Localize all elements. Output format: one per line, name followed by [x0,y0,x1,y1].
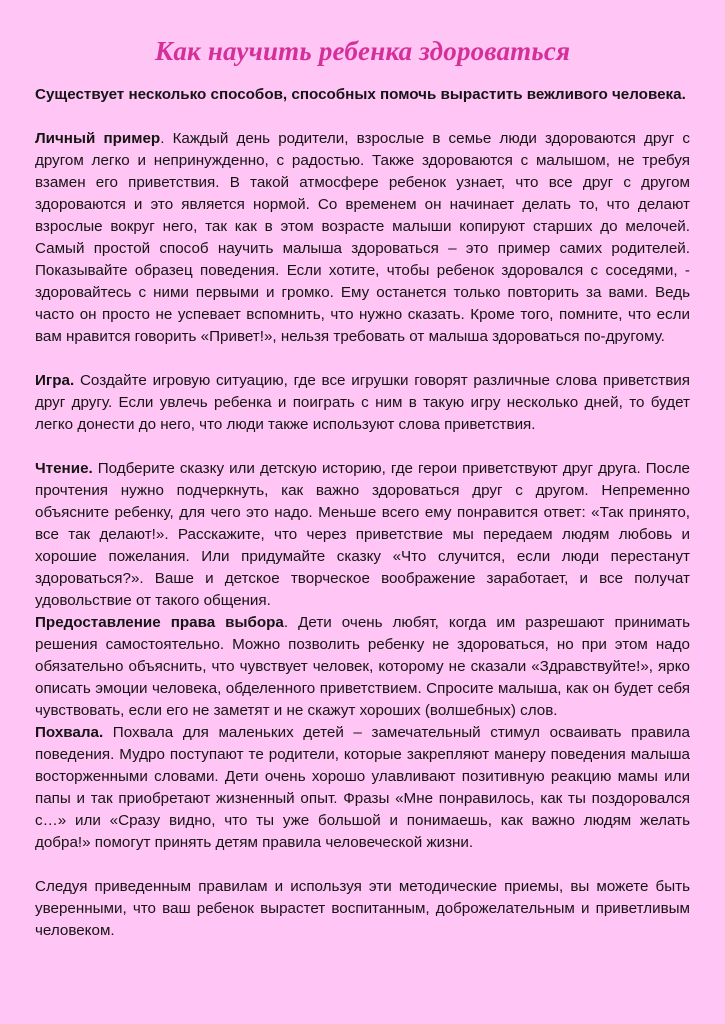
section-lead: Предоставление права выбора [35,614,284,631]
page-title: Как научить ребенка здороваться [154,36,571,66]
section-praise [35,722,690,854]
section-reading [35,458,690,612]
conclusion-text: Следуя приведенным правилам и используя эти методические приемы, вы можете быть уверенными, что ваш ребенок вырастет воспитанным, доброжелательным и приветливым человеком. [35,878,690,939]
intro-text: Существует несколько способов, способных помочь вырастить вежливого человека. [35,86,686,103]
section-text: Подберите сказку или детскую историю, где герои приветствуют друг друга. После прочтения нужно подчеркнуть, как важно здороваться друг с другом. Непременно объясните ребенку, для чего это надо. Меньше всего ему понравится ответ: «Так принято, все так делают!». Расскажите, что через приветствие мы передаем людям любовь и хорошие пожелания. Или придумайте сказку «Что случится, если люди перестанут здороваться?». Ваше и детское творческое воображение заработает, и все получат удовольствие от такого общения. [35,460,690,609]
section-text: Похвала для маленьких детей – замечательный стимул осваивать правила поведения. Мудро поступают те родители, которые закрепляют манеру поведения малыша восторженными словами. Дети очень хорошо улавливают позитивную реакцию мамы или папы и так приобретают жизненный опыт. Фразы «Мне понравилось, как ты поздоровался с…» или «Сразу видно, что ты уже большой и понимаешь, как важно людям желать добра!» помогут принять детям правила человеческой жизни. [35,724,690,851]
section-game [35,370,690,436]
section-text: . Дети очень любят, когда им разрешают принимать решения самостоятельно. Можно позволить ребенку не здороваться, но при этом надо обязательно объяснить, что чувствует человек, которому не сказали «Здравствуйте!», ярко описать эмоции человека, обделенного приветствием. Спросите малыша, как он будет себя чувствовать, если его не заметят и не скажут хороших (волшебных) слов. [35,614,690,719]
section-lead: Игра. [35,372,75,389]
section-lead: Похвала. [35,724,104,741]
section-personal-example [35,128,690,348]
section-text: . Каждый день родители, взрослые в семье люди здороваются друг с другом легко и непринужденно, с радостью. Также здороваются с малышом, не требуя взамен его приветствия. В такой атмосфере ребенок узнает, что все друг с другом здороваются и это является нормой. Со временем он начинает делать то, что делают взрослые вокруг него, так как в этом возрасте малыши копируют старших до мелочей. Самый простой способ научить малыша здороваться – это пример самих родителей. Показывайте образец поведения. Если хотите, чтобы ребенок здоровался с соседями, - здоровайтесь с ними первыми и громко. Ему останется только повторить за вами. Ведь часто он просто не успевает вспомнить, что нужно сказать. Кроме того, помните, что если вам нравится говорить «Привет!», нельзя требовать от малыша здороваться по-другому. [35,130,690,345]
section-lead: Чтение. [35,460,93,477]
section-choice [35,612,690,722]
section-text: Создайте игровую ситуацию, где все игрушки говорят различные слова приветствия друг другу. Если увлечь ребенка и поиграть с ним в такую игру несколько дней, то будет легко донести до него, что люди также используют слова приветствия. [35,372,690,433]
section-lead: Личный пример [35,130,161,147]
